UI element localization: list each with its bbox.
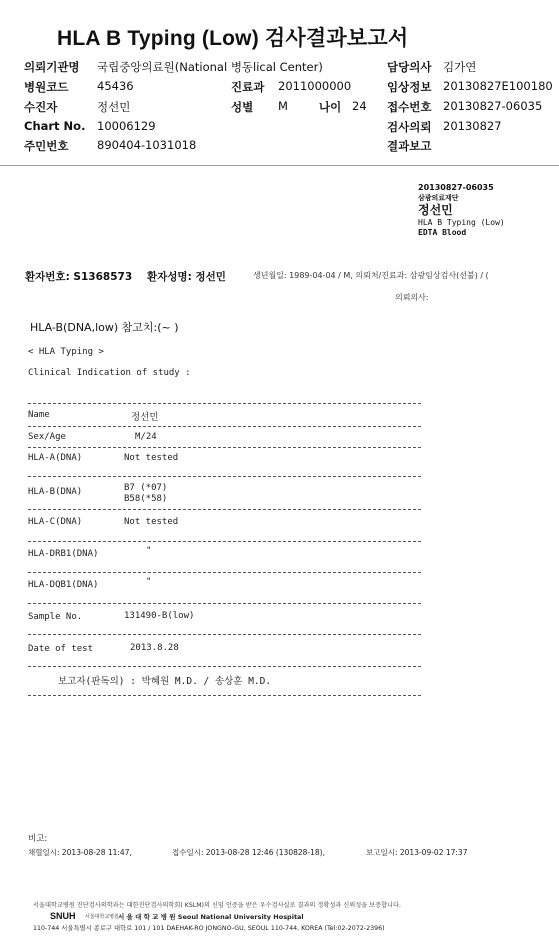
hospital-address: 110-744 서울특별시 종로구 대학로 101 / 101 DAEHAK-RO JONGNO-GU, SEOUL 110-744, KOREA (Tel:02-2072-2396): [33, 925, 385, 932]
section-title: < HLA Typing >: [28, 347, 104, 357]
row-divider: [28, 541, 421, 542]
row-value: B7 (*07): [124, 483, 168, 493]
row-divider: [28, 426, 421, 427]
resident-no-label: 주민번호: [24, 139, 69, 153]
sex-value: M: [278, 99, 288, 113]
request-date-label: 검사의뢰: [387, 120, 432, 134]
row-divider: [28, 572, 421, 573]
stamp-lab-name: 삼광의료재단: [418, 194, 459, 202]
sample-stamp: [418, 183, 505, 238]
row-divider: [28, 476, 421, 477]
doctor-value: 김가연: [443, 60, 477, 74]
patient-details: 생년월일: 1989-04-04 / M, 의뢰처/진료과: 삼광임상검사(선불) / (: [253, 271, 489, 280]
row-label: HLA-DQB1(DNA): [28, 580, 99, 590]
row-label: HLA-DRB1(DNA): [28, 549, 99, 559]
resident-no-value: 890404-1031018: [97, 138, 197, 152]
clinical-info-value: 20130827E100180: [443, 79, 553, 93]
request-date-value: 20130827: [443, 119, 502, 133]
row-value: M/24: [135, 432, 157, 442]
row-divider: [28, 603, 421, 604]
department-value: 2011000000: [278, 79, 352, 93]
row-value: ": [146, 546, 152, 556]
row-divider: [28, 695, 421, 696]
row-label: Date of test: [28, 644, 94, 654]
stamp-specimen: EDTA Blood: [418, 228, 467, 237]
chart-no-label: Chart No.: [24, 119, 86, 133]
snuh-logo-sub: 서울대학교병원: [85, 914, 119, 920]
row-label: HLA-A(DNA): [28, 453, 83, 463]
stamp-test-name: HLA B Typing (Low): [418, 218, 505, 227]
footer-certification: 서울대학교병원 진단검사의학과는 대한진단검사의학회( KSLM)의 신임 인증을 받은 우수검사실로 결과의 정확성과 신뢰성을 보증합니다.: [33, 902, 401, 909]
age-label: 나이: [319, 100, 342, 114]
receipt-no-value: 20130827-06035: [443, 99, 543, 113]
clinical-indication: Clinical Indication of study :: [28, 368, 191, 378]
row-divider: [28, 447, 421, 448]
hospital-code-label: 병원코드: [24, 80, 69, 94]
reporter: 보고자(판독의) : 박혜원 M.D. / 송상훈 M.D.: [58, 676, 272, 687]
report-title: HLA B Typing (Low) 검사결과보고서: [57, 27, 409, 50]
row-value: 131490-B(low): [124, 611, 195, 621]
doctor-label: 담당의사: [387, 60, 432, 74]
test-title: HLA-B(DNA,low) 참고치:(~ ): [30, 321, 179, 334]
patient-label: 수진자: [24, 100, 58, 114]
age-value: 24: [352, 99, 367, 113]
department-label: 진료과: [231, 80, 265, 94]
row-divider: [28, 634, 421, 635]
row-value: ": [146, 577, 152, 587]
result-report-label: 결과보고: [387, 139, 432, 153]
reported-time: 보고일시: 2013-09-02 17:37: [366, 848, 468, 857]
row-value-second: B58(*58): [124, 494, 168, 504]
row-value: Not tested: [124, 517, 179, 527]
received-time: 접수일시: 2013-08-28 12:46 (130828-18),: [172, 848, 325, 857]
remarks-label: 비고:: [28, 834, 48, 844]
hospital-code-value: 45436: [97, 79, 134, 93]
row-value: Not tested: [124, 453, 179, 463]
institution-value: 국립중앙의료원(National 병동lical Center): [97, 60, 323, 74]
receipt-no-label: 접수번호: [387, 100, 432, 114]
snuh-logo: SNUH: [50, 911, 76, 921]
row-divider: [28, 666, 421, 667]
stamp-receipt-no: 20130827-06035: [418, 183, 494, 192]
row-label: Sex/Age: [28, 432, 66, 442]
patient-name: 환자성명: 정선민: [147, 271, 226, 283]
row-label: Sample No.: [28, 612, 83, 622]
row-value: 2013.8.28: [130, 643, 179, 653]
chart-no-value: 10006129: [97, 119, 156, 133]
row-divider: [28, 403, 421, 404]
hospital-name: 서 울 대 학 교 병 원 Seoul National University Hospital: [118, 913, 304, 921]
patient-number: 환자번호: S1368573: [25, 271, 133, 283]
row-divider: [28, 509, 421, 510]
row-label: HLA-B(DNA): [28, 487, 83, 497]
stamp-patient-name: 정선민: [418, 203, 453, 217]
clinical-info-label: 임상정보: [387, 80, 432, 94]
row-label: Name: [28, 410, 50, 420]
row-value: 정선민: [131, 412, 159, 423]
collected-time: 채혈일시: 2013-08-28 11:47,: [28, 848, 132, 857]
row-label: HLA-C(DNA): [28, 517, 83, 527]
sex-label: 성별: [231, 100, 254, 114]
institution-label: 의뢰기관명: [24, 60, 80, 74]
ordering-doctor: 의뢰의사:: [395, 293, 429, 302]
header-divider: [0, 165, 559, 166]
patient-value: 정선민: [97, 100, 131, 114]
